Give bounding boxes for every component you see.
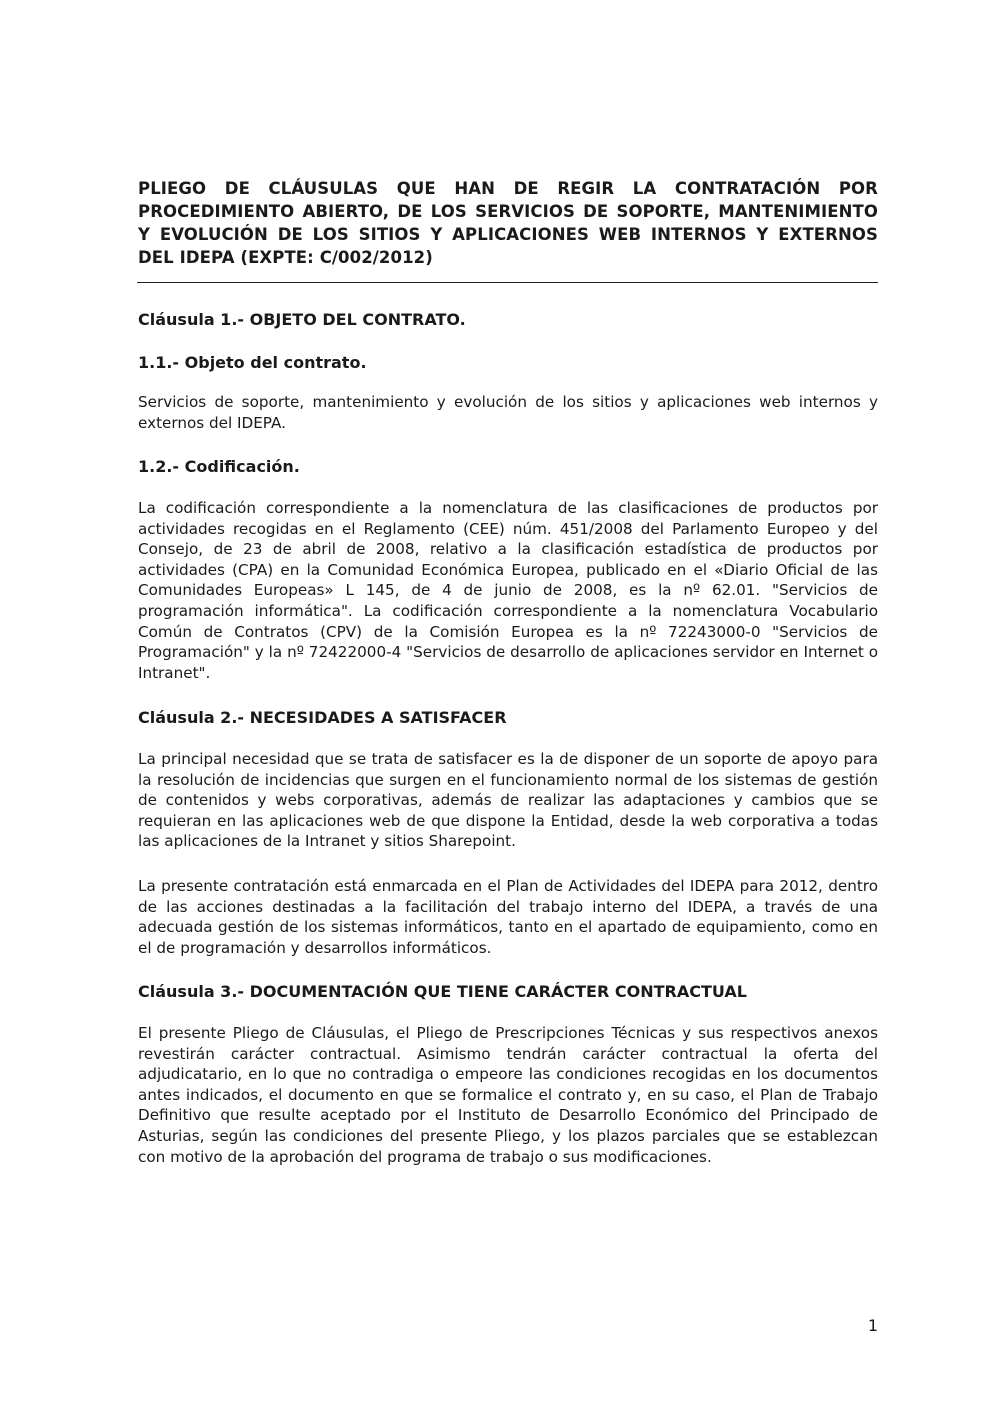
section-1-2-heading: 1.2.- Codificación. (138, 457, 300, 476)
section-1-1-heading: 1.1.- Objeto del contrato. (138, 353, 367, 372)
section-1-2-paragraph: La codificación correspondiente a la nomenclatura de las clasificaciones de productos por actividades recogidas en el Reglamento (CEE) núm. 451/2008 del Parlamento Europeo y del Consejo, de 23 de abril de 2008, relativo a la clasificación estadística de productos por actividades (CPA) en la Comunidad Económica Europea, publicado en el «Diario Oficial de las Comunidades Europeas» L 145, de 4 de junio de 2008, es la nº 62.01. "Servicios de programación informática". La codificación correspondiente a la nomenclatura Vocabulario Común de Contratos (CPV) de la Comisión Europea es la nº 72243000-0 "Servicios de Programación" y la nº 72422000-4 "Servicios de desarrollo de aplicaciones servidor en Internet o Intranet". (138, 499, 878, 682)
page-number: 1 (867, 1316, 878, 1335)
clause-1-heading: Cláusula 1.- OBJETO DEL CONTRATO. (138, 310, 466, 329)
clause-2-paragraph-2: La presente contratación está enmarcada en el Plan de Actividades del IDEPA para 2012, dentro de las acciones destinadas a la facilitación del trabajo interno del IDEPA, a través de una adecuada gestión de los sistemas informáticos, tanto en el apartado de equipamiento, como en el de programación y desarrollos informáticos. (138, 877, 878, 957)
clause-3-heading: Cláusula 3.- DOCUMENTACIÓN QUE TIENE CARÁCTER CONTRACTUAL (138, 982, 747, 1001)
title-divider (137, 282, 878, 283)
section-1-1-paragraph: Servicios de soporte, mantenimiento y evolución de los sitios y aplicaciones web internos y externos del IDEPA. (138, 393, 878, 432)
clause-3-paragraph: El presente Pliego de Cláusulas, el Pliego de Prescripciones Técnicas y sus respectivos anexos revestirán carácter contractual. Asimismo tendrán carácter contractual la oferta del adjudicatario, en lo que no contradiga o empeore las condiciones recogidas en los documentos antes indicados, el documento en que se formalice el contrato y, en su caso, el Plan de Trabajo Definitivo que resulte aceptado por el Instituto de Desarrollo Económico del Principado de Asturias, según las condiciones del presente Pliego, y los plazos parciales que se establezcan con motivo de la aprobación del programa de trabajo o sus modificaciones. (138, 1024, 878, 1166)
clause-2-paragraph-1: La principal necesidad que se trata de satisfacer es la de disponer de un soporte de apoyo para la resolución de incidencias que surgen en el funcionamiento normal de los sistemas de gestión de contenidos y webs corporativas, además de realizar las adaptaciones y cambios que se requieran en las aplicaciones web de que dispone la Entidad, desde la web corporativa a todas las aplicaciones de la Intranet y sitios Sharepoint. (138, 750, 878, 851)
document-title: PLIEGO DE CLÁUSULAS QUE HAN DE REGIR LA CONTRATACIÓN POR PROCEDIMIENTO ABIERTO, DE LOS SERVICIOS DE SOPORTE, MANTENIMIENTO Y EVOLUCIÓN DE LOS SITIOS Y APLICACIONES WEB INTERNOS Y EXTERNOS DEL IDEPA (EXPTE: C/002/2012) (138, 179, 878, 267)
clause-2-heading: Cláusula 2.- NECESIDADES A SATISFACER (138, 708, 507, 727)
